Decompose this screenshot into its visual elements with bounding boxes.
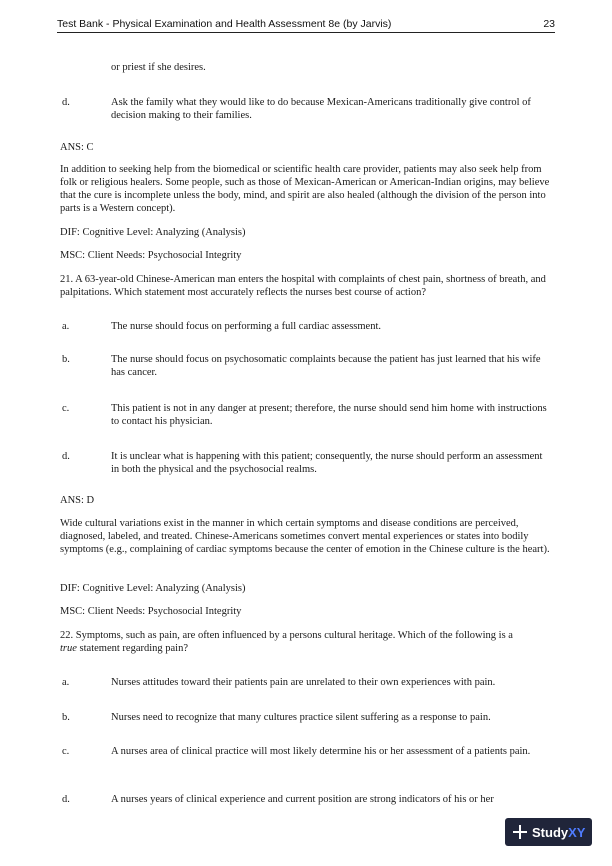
option-text: The nurse should focus on performing a full cardiac assessment. bbox=[111, 321, 382, 332]
option-text: It is unclear what is happening with this patient; consequently, the nurse should perform an assessment in both the physical and the psychosocial realms. bbox=[111, 451, 543, 475]
option-text: A nurses area of clinical practice will most likely determine his or her assessment of a patients pain. bbox=[111, 746, 531, 757]
option-letter: d. bbox=[62, 794, 70, 805]
logo-word-accent: XY bbox=[568, 824, 586, 840]
option-letter: b. bbox=[62, 712, 70, 723]
prev-msc: MSC: Client Needs: Psychosocial Integrity bbox=[60, 250, 242, 261]
option-letter: b. bbox=[62, 354, 70, 365]
stem-text-end: statement regarding pain? bbox=[76, 643, 189, 654]
header-title: Test Bank - Physical Examination and Health Assessment 8e (by Jarvis) bbox=[57, 18, 392, 30]
option-letter: c. bbox=[62, 746, 70, 757]
option-text: The nurse should focus on psychosomatic complaints because the patient has just learned that his wife has cancer. bbox=[111, 354, 541, 378]
question-22-stem bbox=[60, 629, 552, 655]
logo-word: Study bbox=[532, 824, 569, 840]
stem-emphasis: true bbox=[60, 643, 77, 654]
page-header bbox=[57, 18, 555, 32]
option-text: Nurses need to recognize that many cultures practice silent suffering as a response to pain. bbox=[111, 712, 491, 723]
prev-difficulty: DIF: Cognitive Level: Analyzing (Analysis) bbox=[60, 227, 246, 238]
option-letter: c. bbox=[62, 403, 70, 414]
option-letter: d. bbox=[62, 97, 70, 108]
header-rule bbox=[57, 32, 555, 33]
plus-icon bbox=[513, 825, 527, 839]
q21-msc: MSC: Client Needs: Psychosocial Integrity bbox=[60, 606, 242, 617]
option-text: A nurses years of clinical experience and current position are strong indicators of his or her bbox=[111, 794, 494, 805]
option-c-continuation: or priest if she desires. bbox=[111, 62, 206, 73]
stem-text: 22. Symptoms, such as pain, are often influenced by a persons cultural heritage. Which of the following is a bbox=[60, 630, 513, 641]
option-text: Ask the family what they would like to do because Mexican-Americans traditionally give control of decision making to their families. bbox=[111, 97, 531, 121]
q21-difficulty: DIF: Cognitive Level: Analyzing (Analysis) bbox=[60, 583, 246, 594]
question-21-stem: 21. A 63-year-old Chinese-American man enters the hospital with complaints of chest pain, shortness of breath, and palpitations. Which statement most accurately reflects the nurses best course of action? bbox=[60, 274, 546, 298]
studyxy-logo[interactable] bbox=[505, 818, 592, 846]
page-number: 23 bbox=[543, 18, 555, 30]
option-text: This patient is not in any danger at present; therefore, the nurse should send him home with instructions to contact his physician. bbox=[111, 403, 547, 427]
q21-answer: ANS: D bbox=[60, 495, 95, 506]
option-letter: a. bbox=[62, 321, 70, 332]
prev-rationale: In addition to seeking help from the biomedical or scientific health care provider, patients may also seek help from folk or religious healers. Some people, such as those of Mexican-American or American-Indian origins, may believe that the cure is incomplete unless the body, mind, and spirit are also healed (although the division of the person into parts is a Western concept). bbox=[60, 164, 550, 214]
option-letter: a. bbox=[62, 677, 70, 688]
option-letter: d. bbox=[62, 451, 70, 462]
prev-answer: ANS: C bbox=[60, 142, 94, 153]
option-text: Nurses attitudes toward their patients pain are unrelated to their own experiences with pain. bbox=[111, 677, 496, 688]
q21-rationale: Wide cultural variations exist in the manner in which certain symptoms and disease conditions are perceived, diagnosed, labeled, and treated. Chinese-Americans sometimes convert mental experiences or states into bodily symptoms (e.g., complaining of cardiac symptoms because the center of emotion in the Chinese culture is the heart). bbox=[60, 518, 550, 555]
